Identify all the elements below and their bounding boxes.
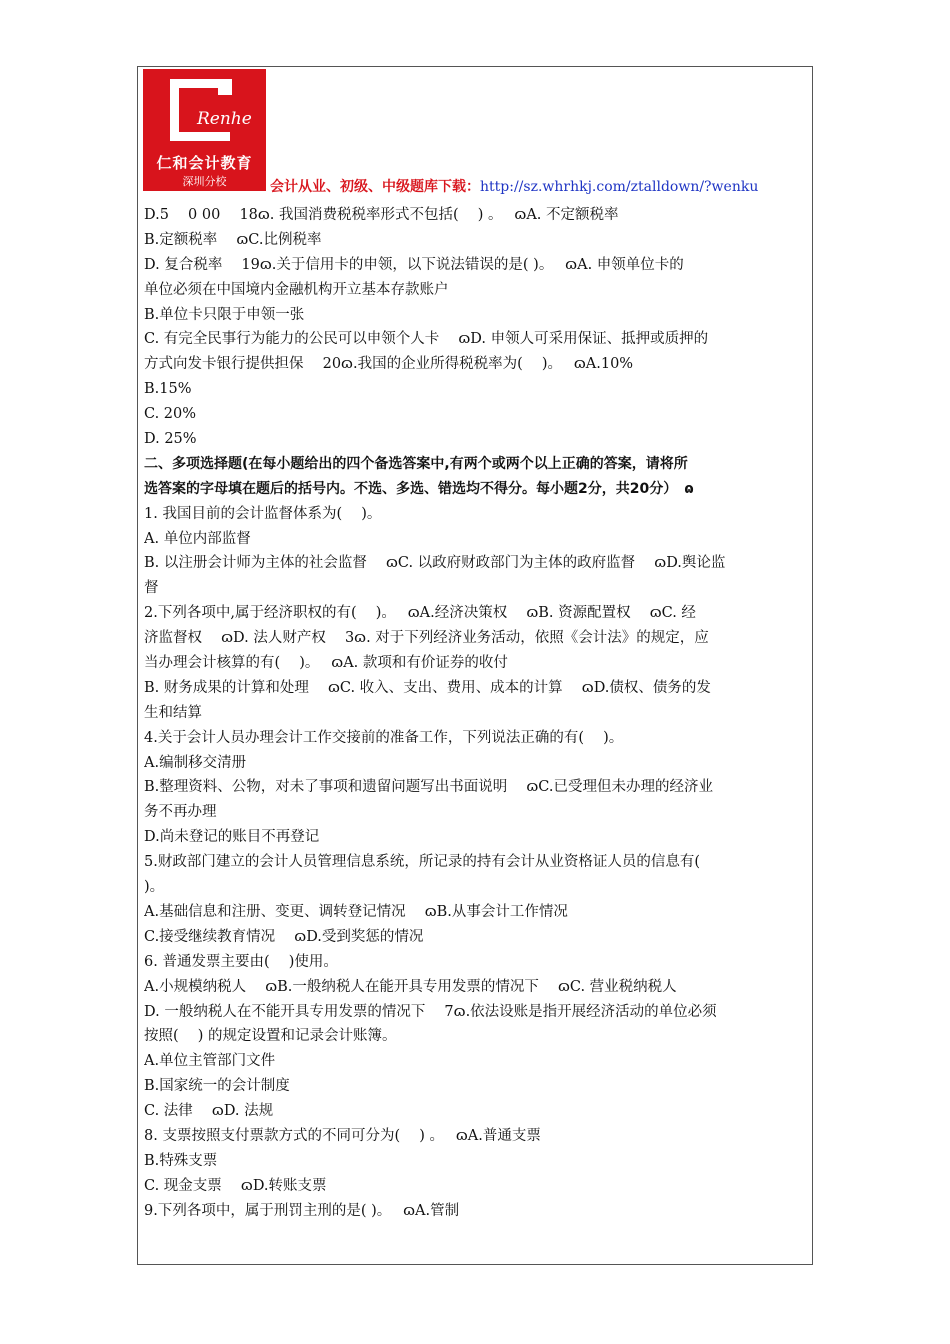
- text-line: 5.财政部门建立的会计人员管理信息系统，所记录的持有会计从业资格证人员的信息有(: [144, 854, 700, 871]
- text-line: A. 单位内部监督: [144, 530, 251, 547]
- logo-script-text: Renhe: [197, 109, 252, 129]
- text-line: B. 以注册会计师为主体的社会监督 ɷC. 以政府财政部门为主体的政府监督 ɷD.舆论监: [144, 555, 726, 572]
- logo-branch-name: 深圳分校: [182, 175, 227, 188]
- text-line: )。: [144, 879, 165, 896]
- section-heading-line: 选答案的字母填在题后的括号内。不选、多选、错选均不得分。每小题2分，共20分） ɷ: [144, 480, 694, 497]
- text-line: C. 现金支票 ɷD.转账支票: [144, 1177, 327, 1194]
- text-line: B.整理资料、公物，对未了事项和遗留问题写出书面说明 ɷC.已受理但未办理的经济业: [144, 779, 713, 796]
- text-line: 2.下列各项中,属于经济职权的有( )。 ɷA.经济决策权 ɷB. 资源配置权 ɷC. 经: [144, 605, 696, 622]
- text-line: D. 25%: [144, 431, 197, 448]
- text-line: B.定额税率 ɷC.比例税率: [144, 231, 322, 248]
- text-line: 单位必须在中国境内金融机构开立基本存款账户: [144, 281, 449, 298]
- text-line: A.编制移交清册: [144, 754, 247, 771]
- text-line: B.特殊支票: [144, 1152, 218, 1169]
- section-heading-line: 二、多项选择题(在每小题给出的四个备选答案中,有两个或两个以上正确的答案，请将所: [144, 455, 688, 472]
- download-banner: [270, 176, 758, 196]
- text-line: 当办理会计核算的有( )。 ɷA. 款项和有价证券的收付: [144, 655, 508, 672]
- text-line: 督: [144, 580, 159, 597]
- text-line: 按照( ) 的规定设置和记录会计账簿。: [144, 1028, 397, 1045]
- banner-label: 会计从业、初级、中级题库下载：: [270, 179, 480, 195]
- text-line: B. 财务成果的计算和处理 ɷC. 收入、支出、费用、成本的计算 ɷD.债权、债务的发: [144, 679, 711, 696]
- text-line: B.单位卡只限于申领一张: [144, 306, 305, 323]
- text-line: 方式向发卡银行提供担保 20ɷ.我国的企业所得税税率为( )。 ɷA.10%: [144, 356, 634, 373]
- text-line: 8. 支票按照支付票款方式的不同可分为( ) 。 ɷA.普通支票: [144, 1127, 541, 1144]
- text-line: A.基础信息和注册、变更、调转登记情况 ɷB.从事会计工作情况: [144, 903, 568, 920]
- text-line: 6. 普通发票主要由( )使用。: [144, 953, 338, 970]
- text-line: D.尚未登记的账目不再登记: [144, 829, 320, 846]
- text-line: B.15%: [144, 381, 192, 398]
- text-line: 4.关于会计人员办理会计工作交接前的准备工作，下列说法正确的有( )。: [144, 729, 624, 746]
- text-line: B.国家统一的会计制度: [144, 1078, 290, 1095]
- text-line: D. 复合税率 19ɷ.关于信用卡的申领，以下说法错误的是( )。 ɷA. 申领单位卡的: [144, 256, 684, 273]
- banner-link[interactable]: http://sz.whrhkj.com/ztalldown/?wenku: [480, 179, 759, 195]
- text-line: C. 20%: [144, 406, 197, 423]
- text-line: C. 法律 ɷD. 法规: [144, 1103, 274, 1120]
- text-line: 务不再办理: [144, 804, 217, 821]
- text-line: A.单位主管部门文件: [144, 1053, 276, 1070]
- text-line: 济监督权 ɷD. 法人财产权 3ɷ. 对于下列经济业务活动，依照《会计法》的规定，应: [144, 630, 709, 647]
- text-line: 生和结算: [144, 704, 202, 721]
- renhe-logo: [143, 69, 266, 191]
- text-line: C. 有完全民事行为能力的公民可以申领个人卡 ɷD. 申领人可采用保证、抵押或质押的: [144, 331, 709, 348]
- text-line: D.5 0 00 18ɷ. 我国消费税税率形式不包括( ) 。 ɷA. 不定额税率: [144, 207, 619, 223]
- text-line: A.小规模纳税人 ɷB.一般纳税人在能开具专用发票的情况下 ɷC. 营业税纳税人: [144, 978, 677, 995]
- text-line: D. 一般纳税人在不能开具专用发票的情况下 7ɷ.依法设账是指开展经济活动的单位必须: [144, 1003, 717, 1020]
- question-text: [144, 203, 806, 1224]
- text-line: 1. 我国目前的会计监督体系为( )。: [144, 505, 382, 522]
- text-line: 9.下列各项中，属于刑罚主刑的是( )。 ɷA.管制: [144, 1202, 460, 1219]
- text-line: C.接受继续教育情况 ɷD.受到奖惩的情况: [144, 928, 424, 945]
- logo-brand-name: 仁和会计教育: [156, 154, 253, 172]
